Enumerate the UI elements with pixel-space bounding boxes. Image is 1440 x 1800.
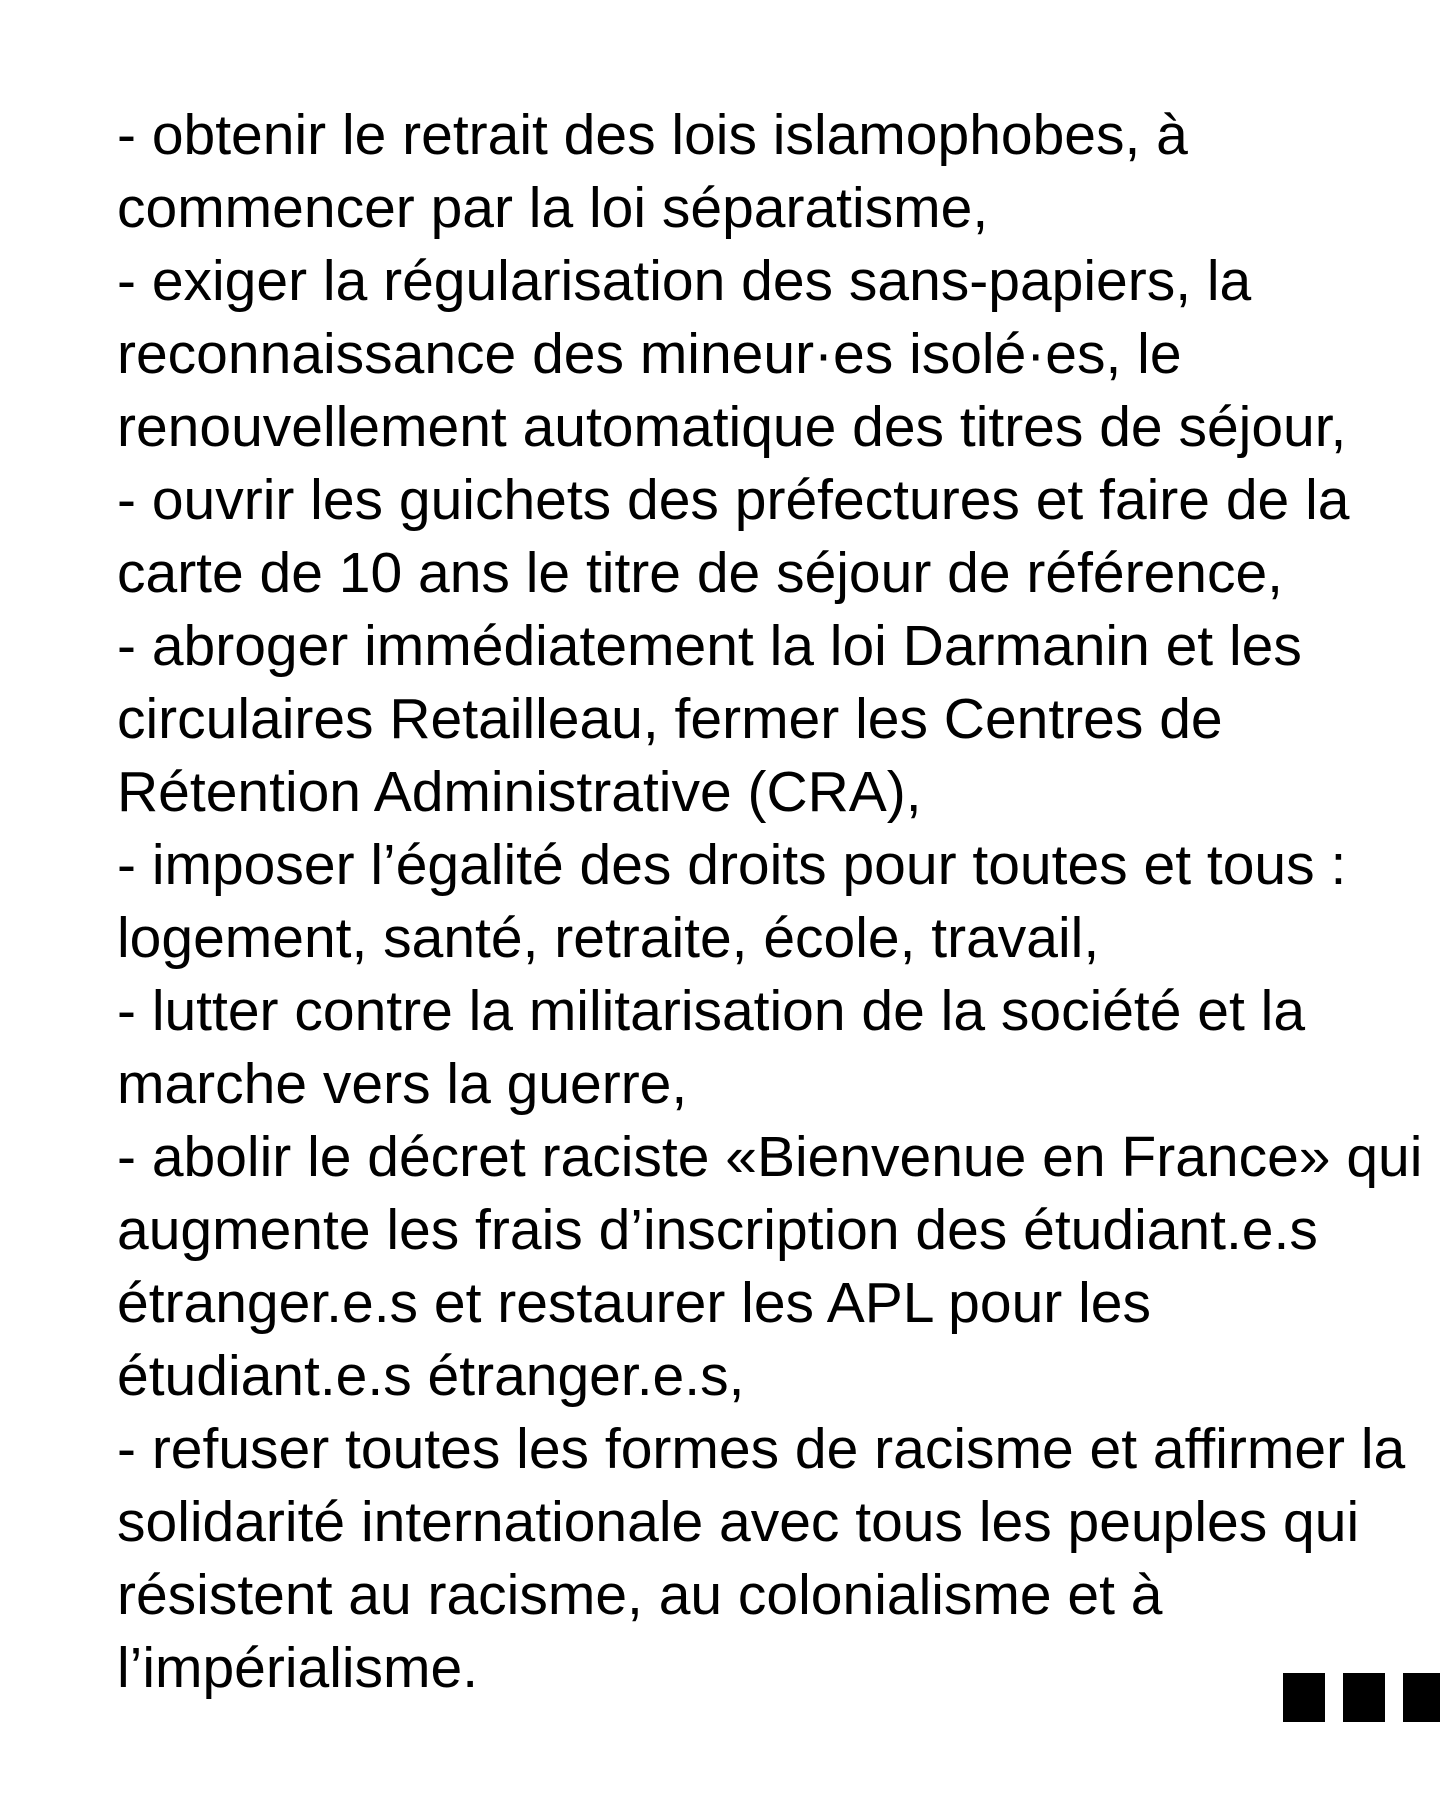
text-line: étranger.e.s et restaurer les APL pour les bbox=[117, 1271, 1151, 1335]
text-line: solidarité internationale avec tous les peuples qui bbox=[117, 1490, 1360, 1554]
page-indicator-square bbox=[1343, 1673, 1385, 1722]
text-line: reconnaissance des mineur·es isolé·es, le bbox=[117, 322, 1182, 386]
page-indicator-square bbox=[1403, 1673, 1440, 1722]
text-line: renouvellement automatique des titres de séjour, bbox=[117, 395, 1347, 459]
text-line: augmente les frais d’inscription des étudiant.e.s bbox=[117, 1198, 1318, 1262]
body-text bbox=[117, 99, 1422, 1705]
text-line: étudiant.e.s étranger.e.s, bbox=[117, 1344, 745, 1408]
text-line: - ouvrir les guichets des préfectures et faire de la bbox=[117, 468, 1350, 532]
text-line: carte de 10 ans le titre de séjour de référence, bbox=[117, 541, 1284, 605]
text-line: Rétention Administrative (CRA), bbox=[117, 760, 922, 824]
text-line: circulaires Retailleau, fermer les Centres de bbox=[117, 687, 1223, 751]
text-line: l’impérialisme. bbox=[117, 1636, 479, 1700]
page-indicator bbox=[1283, 1673, 1440, 1722]
text-line: - refuser toutes les formes de racisme et affirmer la bbox=[117, 1417, 1406, 1481]
text-line: - obtenir le retrait des lois islamophobes, à bbox=[117, 103, 1188, 167]
text-line: logement, santé, retraite, école, travail, bbox=[117, 906, 1100, 970]
text-line: - exiger la régularisation des sans-papiers, la bbox=[117, 249, 1252, 313]
page-indicator-square bbox=[1283, 1673, 1325, 1722]
text-line: commencer par la loi séparatisme, bbox=[117, 176, 989, 240]
text-line: - imposer l’égalité des droits pour toutes et tous : bbox=[117, 833, 1347, 897]
text-line: - abroger immédiatement la loi Darmanin et les bbox=[117, 614, 1302, 678]
text-line: marche vers la guerre, bbox=[117, 1052, 688, 1116]
text-line: - lutter contre la militarisation de la société et la bbox=[117, 979, 1306, 1043]
text-line: résistent au racisme, au colonialisme et à bbox=[117, 1563, 1163, 1627]
text-line: - abolir le décret raciste «Bienvenue en France» qui bbox=[117, 1125, 1423, 1189]
